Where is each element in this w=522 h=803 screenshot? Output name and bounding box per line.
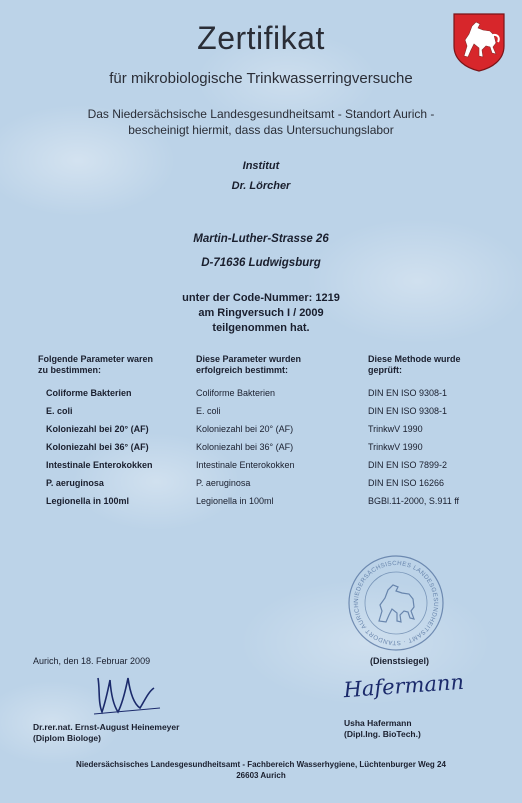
table-row <box>0 459 522 471</box>
result-cell: P. aeruginosa <box>196 478 251 488</box>
table-row <box>0 477 522 489</box>
right-signatory <box>344 718 421 740</box>
result-cell: Koloniezahl bei 20° (AF) <box>196 424 294 434</box>
intro-line-1: Das Niedersächsische Landesgesundheitsamt - Standort Aurich - <box>87 107 435 121</box>
method-cell: DIN EN ISO 7899-2 <box>368 460 448 470</box>
column-header-results: Diese Parameter wurden erfolgreich bestimmt: <box>196 354 302 375</box>
method-cell: BGBl.11-2000, S.911 ff <box>368 496 460 506</box>
column-header-method: Diese Methode wurde geprüft: <box>368 354 461 375</box>
institute-street: Martin-Luther-Strasse 26 <box>193 233 329 245</box>
right-signatory-role: (Dipl.Ing. BioTech.) <box>344 729 421 739</box>
footer <box>0 759 522 781</box>
table-row <box>0 423 522 435</box>
right-signatory-name: Usha Hafermann <box>344 718 412 728</box>
left-signatory-role: (Diplom Biologe) <box>33 733 101 743</box>
intro-line-2: bescheinigt hiermit, dass das Untersuchungslabor <box>128 123 394 137</box>
code-number: unter der Code-Nummer: 1219 <box>182 292 340 304</box>
footer-line-1: Niedersächsisches Landesgesundheitsamt - Fachbereich Wasserhygiene, Lüchtenburger Weg 24 <box>76 760 446 769</box>
certificate-subtitle: für mikrobiologische Trinkwasserringversuche <box>109 70 413 87</box>
method-cell: TrinkwV 1990 <box>368 424 423 434</box>
institute-label: Institut <box>242 160 280 172</box>
seal-label: (Dienstsiegel) <box>370 656 430 666</box>
signature-hafermann: Hafermann <box>342 669 465 703</box>
table-row <box>0 441 522 453</box>
method-cell: DIN EN ISO 9308-1 <box>368 388 448 398</box>
column-header-parameters: Folgende Parameter waren zu bestimmen: <box>38 354 154 375</box>
param-cell: Koloniezahl bei 20° (AF) <box>46 424 149 434</box>
result-cell: Intestinale Enterokokken <box>196 460 295 470</box>
param-cell: Intestinale Enterokokken <box>46 460 153 470</box>
certificate-title: Zertifikat <box>197 20 325 56</box>
result-cell: Koloniezahl bei 36° (AF) <box>196 442 294 452</box>
param-cell: E. coli <box>46 406 73 416</box>
result-cell: E. coli <box>196 406 221 416</box>
method-cell: DIN EN ISO 16266 <box>368 478 445 488</box>
table-row <box>0 405 522 417</box>
official-seal-icon <box>346 553 446 653</box>
table-row <box>0 387 522 399</box>
issue-date: Aurich, den 18. Februar 2009 <box>33 656 151 666</box>
seal-ring-text: NIEDERSÄCHSISCHES LANDESGESUNDHEITSAMT · STANDORT AURICH <box>352 559 440 647</box>
table-row <box>0 495 522 507</box>
svg-text:NIEDERSÄCHSISCHES LANDESGESUND <box>346 553 439 646</box>
participated: teilgenommen hat. <box>212 322 310 334</box>
param-cell: Legionella in 100ml <box>46 496 130 506</box>
param-cell: Koloniezahl bei 36° (AF) <box>46 442 149 452</box>
result-cell: Legionella in 100ml <box>196 496 274 506</box>
intro-text <box>0 106 522 138</box>
param-cell: Coliforme Bakterien <box>46 388 132 398</box>
participation-text <box>0 291 522 336</box>
method-cell: DIN EN ISO 9308-1 <box>368 406 448 416</box>
footer-line-2: 26603 Aurich <box>236 771 286 780</box>
method-cell: TrinkwV 1990 <box>368 442 423 452</box>
institute-city: D-71636 Ludwigsburg <box>201 257 321 269</box>
param-cell: P. aeruginosa <box>46 478 104 488</box>
ringversuch: am Ringversuch I / 2009 <box>198 307 324 319</box>
institute-name: Dr. Lörcher <box>231 180 291 192</box>
left-signatory <box>33 722 179 744</box>
result-cell: Coliforme Bakterien <box>196 388 276 398</box>
signature-heinemeyer <box>88 668 168 720</box>
left-signatory-name: Dr.rer.nat. Ernst-August Heinemeyer <box>33 722 180 732</box>
